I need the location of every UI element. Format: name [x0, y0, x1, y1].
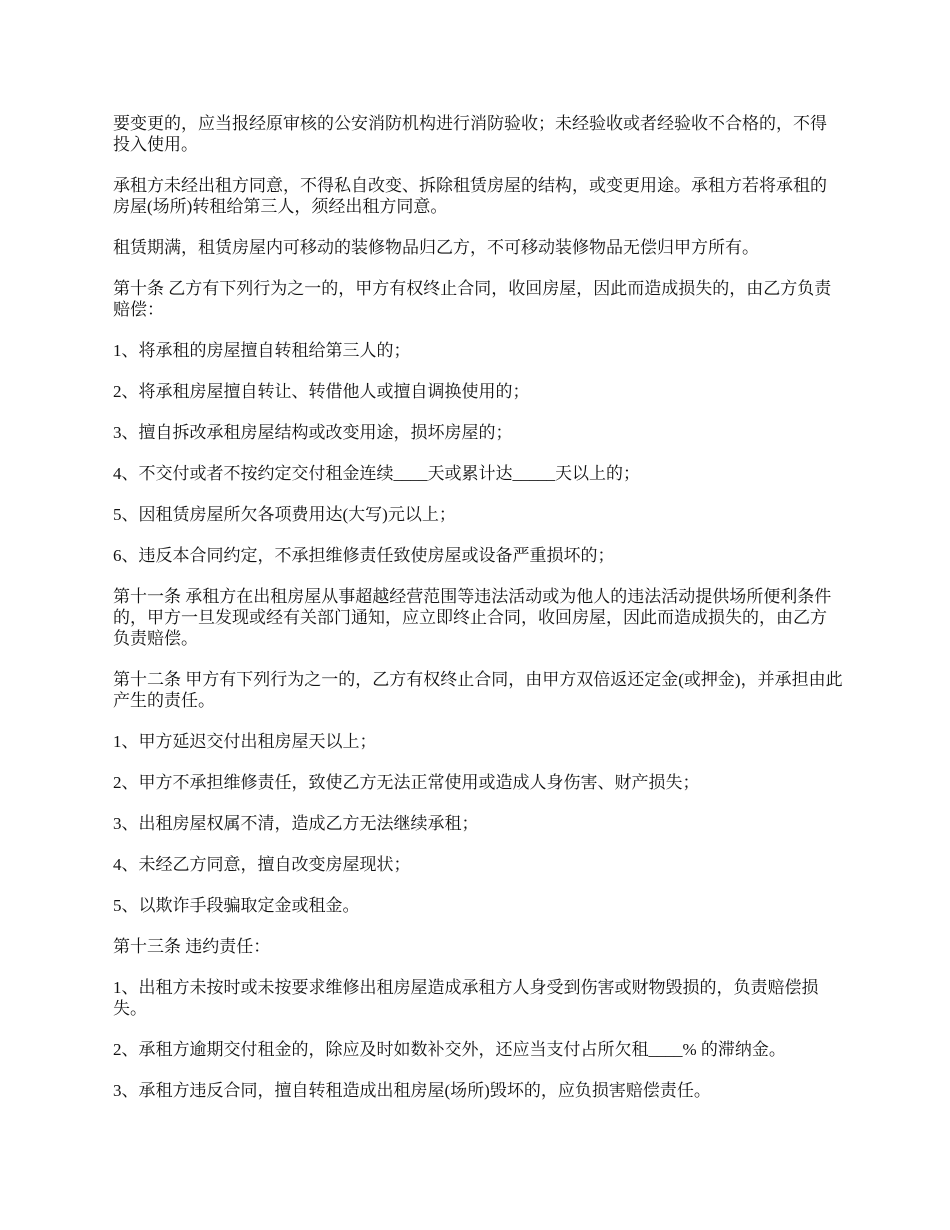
- clause-12-item-3: 3、出租房屋权属不清，造成乙方无法继续承租；: [113, 814, 479, 833]
- paragraph-no-alteration: 承租方未经出租方同意，不得私自改变、拆除租赁房屋的结构，或变更用途。承租方若将承租的房屋(场所)转租给第三人，须经出租方同意。: [113, 176, 827, 216]
- clause-10-item-1: 1、将承租的房屋擅自转租给第三人的；: [113, 341, 411, 360]
- clause-12-item-1: 1、甲方延迟交付出租房屋天以上；: [113, 732, 377, 751]
- clause-10-item-3: 3、擅自拆改承租房屋结构或改变用途，损坏房屋的；: [113, 423, 513, 442]
- clause-10-item-6: 6、违反本合同约定，不承担维修责任致使房屋或设备严重损坏的；: [113, 546, 615, 565]
- clause-13-item-1: 1、出租方未按时或未按要求维修出租房屋造成承租方人身受到伤害或财物毁损的，负责赔偿损失。: [113, 978, 819, 1018]
- clause-13-heading: 第十三条 违约责任：: [113, 937, 271, 956]
- clause-10-item-2: 2、将承租房屋擅自转让、转借他人或擅自调换使用的；: [113, 382, 530, 401]
- clause-10-heading: 第十条 乙方有下列行为之一的，甲方有权终止合同，收回房屋，因此而造成损失的，由乙方负责赔偿：: [113, 279, 832, 319]
- clause-12-item-2: 2、甲方不承担维修责任，致使乙方无法正常使用或造成人身伤害、财产损失；: [113, 773, 700, 792]
- clause-10-item-4: 4、不交付或者不按约定交付租金连续____天或累计达_____天以上的；: [113, 464, 640, 483]
- paragraph-fire-acceptance: 要变更的，应当报经原审核的公安消防机构进行消防验收；未经验收或者经验收不合格的，不得投入使用。: [113, 114, 827, 154]
- paragraph-decoration-ownership: 租赁期满，租赁房屋内可移动的装修物品归乙方，不可移动装修物品无偿归甲方所有。: [113, 238, 759, 257]
- clause-10-item-5: 5、因租赁房屋所欠各项费用达(大写)元以上；: [113, 505, 456, 524]
- clause-12-heading: 第十二条 甲方有下列行为之一的，乙方有权终止合同，由甲方双倍返还定金(或押金)，并承担由此产生的责任。: [113, 670, 843, 710]
- clause-13-item-2: 2、承租方逾期交付租金的，除应及时如数补交外，还应当支付占所欠租____% 的滞纳金。: [113, 1040, 786, 1059]
- document-page: [113, 113, 843, 1121]
- clause-12-item-5: 5、以欺诈手段骗取定金或租金。: [113, 896, 360, 915]
- clause-11: 第十一条 承租方在出租房屋从事超越经营范围等违法活动或为他人的违法活动提供场所便利条件的，甲方一旦发现或经有关部门通知，应立即终止合同，收回房屋，因此而造成损失的，由乙方负责赔偿。: [113, 587, 832, 648]
- clause-12-item-4: 4、未经乙方同意，擅自改变房屋现状；: [113, 855, 411, 874]
- clause-13-item-3: 3、承租方违反合同，擅自转租造成出租房屋(场所)毁坏的，应负损害赔偿责任。: [113, 1081, 711, 1100]
